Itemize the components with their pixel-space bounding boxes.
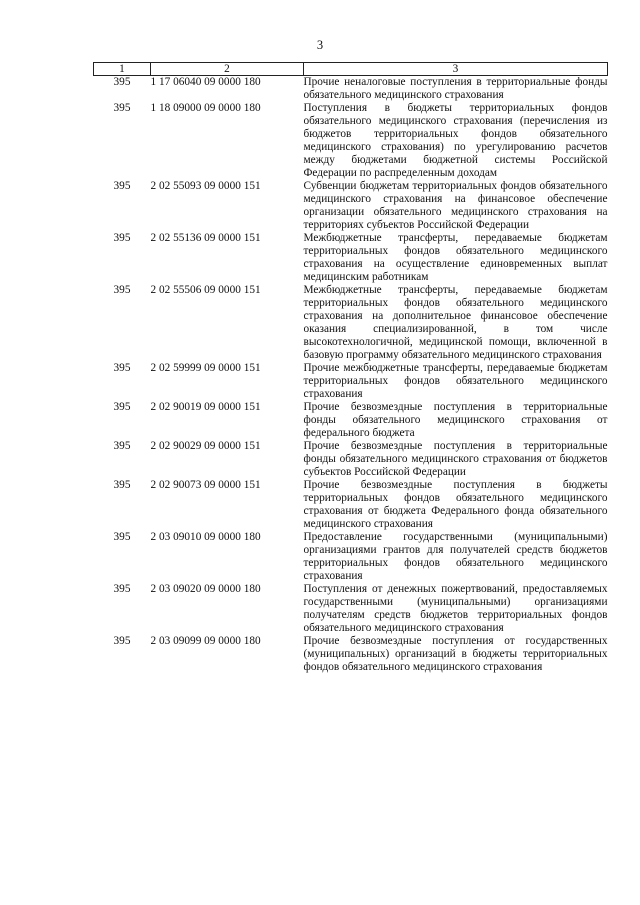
revenue-description-cell: Прочие безвозмездные поступления в территориальные фонды обязательного медицинского страхования от бюджетов субъектов Российской Федерации [303, 440, 608, 478]
page-number: 3 [316, 38, 324, 52]
table-row [94, 440, 608, 479]
budget-classification-code-cell: 2 02 90019 09 0000 151 [150, 401, 261, 413]
table-row [94, 479, 608, 531]
table-row [94, 284, 608, 362]
table-header-row [94, 63, 608, 76]
admin-code-cell: 395 [113, 232, 131, 244]
column-header-3: 3 [304, 63, 608, 76]
admin-code-cell: 395 [113, 635, 131, 647]
column-header-2: 2 [151, 63, 304, 76]
budget-classification-code-cell: 2 03 09010 09 0000 180 [150, 531, 261, 543]
column-header-1: 1 [94, 63, 151, 76]
revenue-description-cell: Прочие безвозмездные поступления в территориальные фонды обязательного медицинского страхования от федерального бюджета [303, 401, 608, 439]
budget-classification-code-cell: 2 02 59999 09 0000 151 [150, 362, 261, 374]
table-row [94, 76, 608, 103]
table-row [94, 635, 608, 674]
revenue-description-cell: Прочие безвозмездные поступления от государственных (муниципальных) организаций в бюджеты территориальных фондов обязательного медицинского страхования [303, 635, 608, 673]
admin-code-cell: 395 [113, 362, 131, 374]
budget-classification-code-cell: 1 18 09000 09 0000 180 [150, 102, 261, 114]
admin-code-cell: 395 [113, 180, 131, 192]
budget-classification-code-cell: 2 02 55136 09 0000 151 [150, 232, 261, 244]
table-row [94, 362, 608, 401]
admin-code-cell: 395 [113, 102, 131, 114]
revenue-description-cell: Субвенции бюджетам территориальных фондов обязательного медицинского страхования на финансовое обеспечение организации обязательного медицинского страхования на территориях субъектов Российской Федерации [303, 180, 608, 231]
admin-code-cell: 395 [113, 583, 131, 595]
admin-code-cell: 395 [113, 284, 131, 296]
revenue-description-cell: Прочие неналоговые поступления в территориальные фонды обязательного медицинского страхования [303, 76, 608, 101]
revenue-description-cell: Поступления в бюджеты территориальных фондов обязательного медицинского страхования (перечисления из бюджетов территориальных фондов обязательного медицинского страхования) по урегулированию расчетов между бюджетами бюджетной системы Российской Федерации по распределенным доходам [303, 102, 608, 179]
budget-classification-code-cell: 2 02 90073 09 0000 151 [150, 479, 261, 491]
revenue-description-cell: Поступления от денежных пожертвований, предоставляемых государственными (муниципальными) организациями получателям средств бюджетов территориальных фондов обязательного медицинского страхования [303, 583, 608, 634]
admin-code-cell: 395 [113, 76, 131, 88]
table-row [94, 232, 608, 284]
revenue-description-cell: Предоставление государственными (муниципальными) организациями грантов для получателей средств бюджетов территориальных фондов обязательного медицинского страхования [303, 531, 608, 582]
revenue-description-cell: Межбюджетные трансферты, передаваемые бюджетам территориальных фондов обязательного медицинского страхования на дополнительное финансовое обеспечение оказания специализированной, в том числе высокотехнологичной, медицинской помощи, включенной в базовую программу обязательного медицинского страхования [303, 284, 608, 361]
budget-classification-code-cell: 1 17 06040 09 0000 180 [150, 76, 261, 88]
budget-classification-code-cell: 2 02 55506 09 0000 151 [150, 284, 261, 296]
budget-classification-code-cell: 2 03 09099 09 0000 180 [150, 635, 261, 647]
admin-code-cell: 395 [113, 479, 131, 491]
budget-classification-code-cell: 2 02 90029 09 0000 151 [150, 440, 261, 452]
table-body [94, 76, 608, 675]
table-row [94, 401, 608, 440]
table-row [94, 102, 608, 180]
admin-code-cell: 395 [113, 531, 131, 543]
budget-classification-code-cell: 2 02 55093 09 0000 151 [150, 180, 261, 192]
revenue-description-cell: Межбюджетные трансферты, передаваемые бюджетам территориальных фондов обязательного медицинского страхования на осуществление единовременных выплат медицинским работникам [303, 232, 608, 283]
admin-code-cell: 395 [113, 401, 131, 413]
revenue-description-cell: Прочие безвозмездные поступления в бюджеты территориальных фондов обязательного медицинского страхования от бюджета Федерального фонда обязательного медицинского страхования [303, 479, 608, 530]
table-row [94, 583, 608, 635]
budget-codes-table [93, 62, 608, 674]
budget-classification-code-cell: 2 03 09020 09 0000 180 [150, 583, 261, 595]
admin-code-cell: 395 [113, 440, 131, 452]
table-row [94, 180, 608, 232]
revenue-description-cell: Прочие межбюджетные трансферты, передаваемые бюджетам территориальных фондов обязательного медицинского страхования [303, 362, 608, 400]
table-row [94, 531, 608, 583]
